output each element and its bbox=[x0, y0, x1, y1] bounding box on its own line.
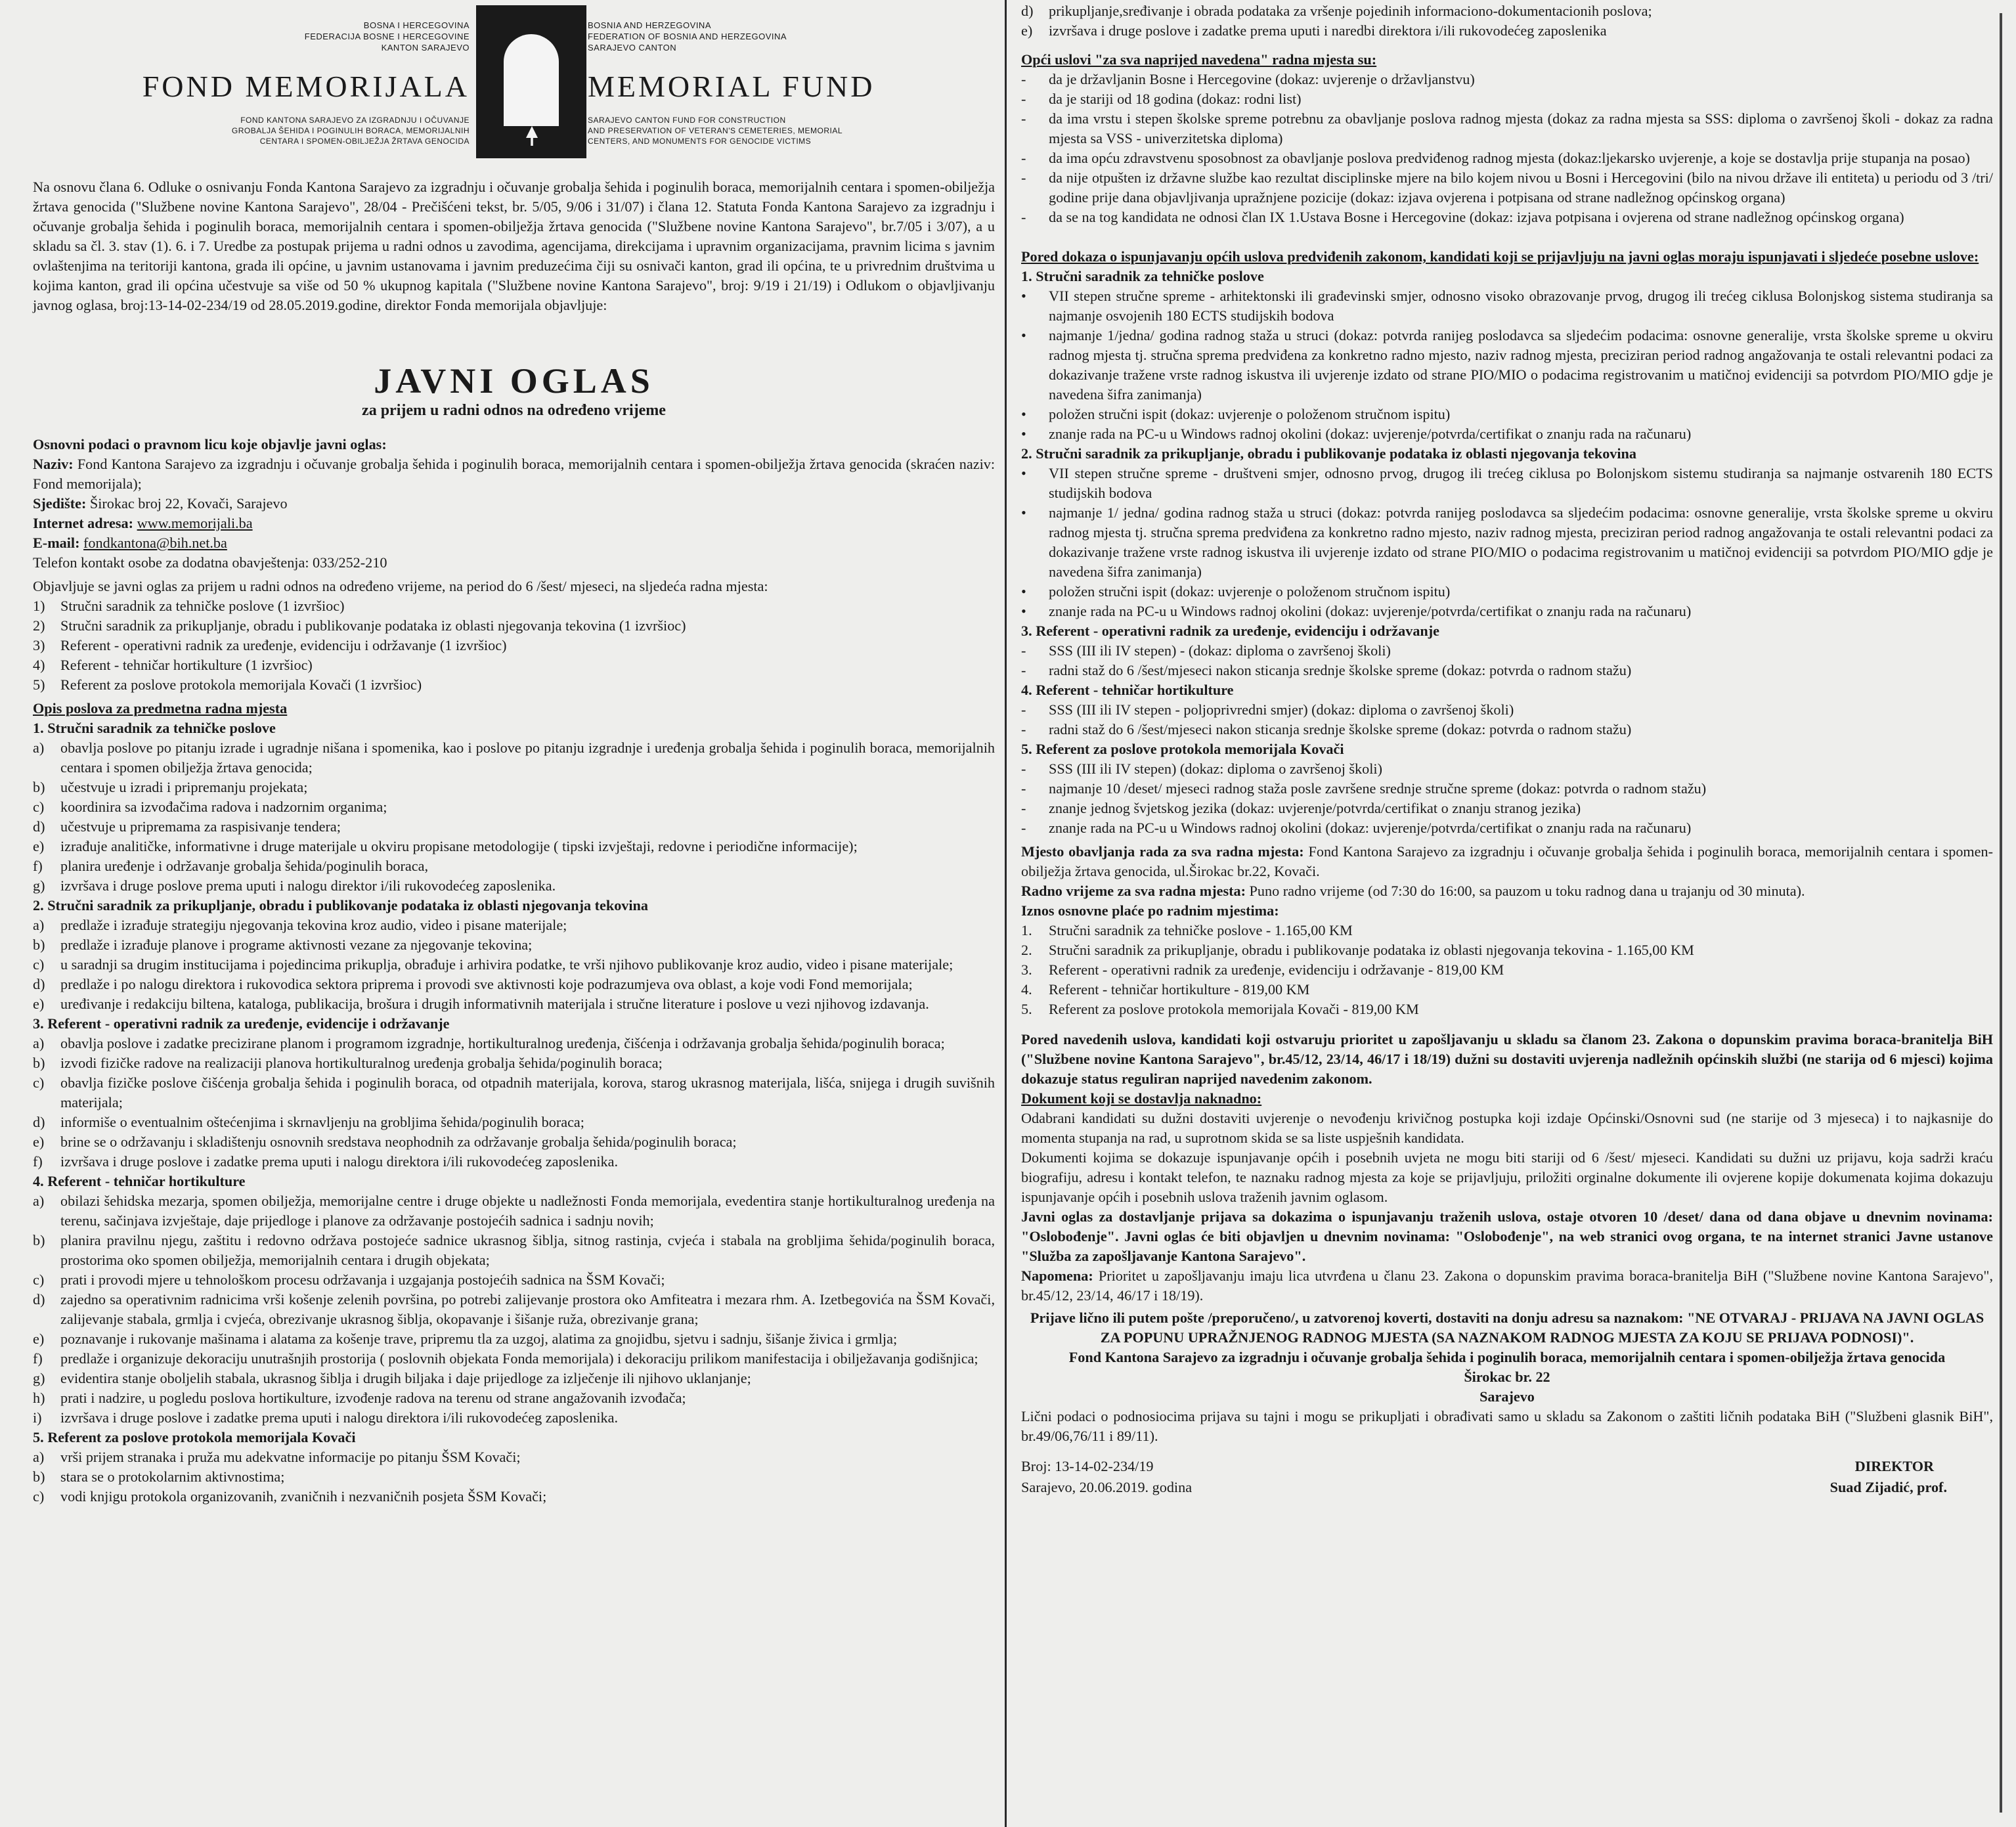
item-text: brine se o održavanju i skladištenju osnovnih sredstava neophodnih za održavanje grobalja šehida/poginulih boraca; bbox=[60, 1134, 737, 1150]
list-item bbox=[33, 797, 995, 817]
letterhead bbox=[33, 0, 995, 171]
list-item bbox=[33, 876, 995, 896]
section-list bbox=[1021, 700, 1993, 739]
heading-text: Opis poslova za predmetna radna mjesta bbox=[33, 700, 288, 716]
list-item bbox=[1021, 21, 1993, 41]
list-item bbox=[33, 1467, 995, 1487]
item-marker: d) bbox=[1021, 3, 1034, 19]
intro-paragraph: Na osnovu člana 6. Odluke o osnivanju Fonda Kantona Sarajevo za izgradnju i očuvanje grobalja šehida i poginulih boraca, memorijalnih centara i spomen-obilježja žrtava genocida ("Službene novine Kantona Sarajevo", 28/04 - Prečišćeni tekst, br. 5/05, 9/06 i 31/07) i člana 12. Statuta Fonda Kantona Sarajevo za izgradnju i očuvanje grobalja šehida i poginulih boraca, memorijalnih centara i spomen-obilježja žrtava genocida ("Službene novine Kantona Sarajevo", br.7/05 i 3/07), a u skladu sa čl. 3. stav (1). 6. i 7. Uredbe za postupak prijema u radni odnos u zavodima, agencijama, direkcijama i upravnim organizacijama, pravnim licima s javnim ovlaštenjima na teritoriji kantona, grada ili općine, u javnim ustanovama i javnim preduzećima čiji su osnivači kanton, grad ili općina, te u privrednim društvima u kojima kanton, grad ili općina učestvuje sa više od 50 % ukupnog kapitala ("Službene novine Kantona Sarajevo", broj: 9/19 i 21/19) i Odlukom o objavljivanju javnog oglasa, broj:13-14-02-234/19 od 28.05.2019.godine, direktor Fonda memorijala objavljuje: bbox=[33, 179, 995, 313]
item-marker: - bbox=[1021, 169, 1026, 186]
list-item bbox=[1021, 109, 1993, 148]
posebni-heading bbox=[1021, 247, 1993, 267]
plata-list bbox=[1021, 921, 1993, 1019]
list-item bbox=[1021, 779, 1993, 799]
letterhead-right-desc bbox=[588, 115, 877, 146]
item-marker: b) bbox=[33, 1055, 45, 1071]
basic-internet bbox=[33, 514, 995, 533]
list-item bbox=[1021, 503, 1993, 582]
line: AND PRESERVATION OF VETERAN'S CEMETERIES, MEMORIAL bbox=[588, 126, 843, 135]
item-marker: - bbox=[1021, 701, 1026, 718]
opci-heading bbox=[1021, 50, 1993, 70]
list-item bbox=[1021, 326, 1993, 405]
item-text: prati i provodi mjere u tehnološkom procesu održavanja i uzgajanja postojećih sadnica na ŠSM Kovači; bbox=[60, 1271, 665, 1288]
list-item bbox=[33, 1290, 995, 1329]
item-marker: • bbox=[1021, 426, 1026, 442]
document-date: Sarajevo, 20.06.2019. godina bbox=[1021, 1479, 1193, 1495]
right-column bbox=[1021, 0, 1993, 1503]
item-marker: d) bbox=[33, 976, 45, 992]
item-text: koordinira sa izvođačima radova i nadzornim organima; bbox=[60, 799, 387, 815]
item-marker: • bbox=[1021, 406, 1026, 422]
section-heading: 3. Referent - operativni radnik za uređenje, evidencije i održavanje bbox=[33, 1015, 450, 1032]
line: FEDERACIJA BOSNE I HERCEGOVINE bbox=[304, 32, 470, 41]
list-item bbox=[33, 1034, 995, 1053]
email-link[interactable]: fondkantona@bih.net.ba bbox=[83, 535, 227, 551]
list-item bbox=[1021, 582, 1993, 602]
opis-sections bbox=[33, 718, 995, 1507]
item-text: predlaže i po nalogu direktora i rukovodica sektora priprema i provodi sve aktivnosti koje podrazumjeva ova oblast, a koje vodi Fond memorijala; bbox=[60, 976, 913, 992]
item-text: znanje rada na PC-u u Windows radnoj okolini (dokaz: uvjerenje/potvrda/certifikat o znanju rada na računaru) bbox=[1049, 820, 1692, 836]
letterhead-left-small bbox=[194, 20, 470, 53]
line: BOSNA I HERCEGOVINA bbox=[363, 20, 470, 30]
basic-phone: Telefon kontakt osobe za dodatna obavještenja: 033/252-210 bbox=[33, 554, 387, 571]
label: E-mail: bbox=[33, 535, 80, 551]
basic-sjediste bbox=[33, 494, 995, 514]
right-body bbox=[1021, 1, 1993, 1503]
list-item bbox=[1021, 89, 1993, 109]
reference-number: Broj: 13-14-02-234/19 bbox=[1021, 1458, 1154, 1474]
memorial-fund-logo bbox=[476, 5, 586, 158]
item-marker: d) bbox=[33, 818, 45, 835]
radno-paragraph bbox=[1021, 881, 1993, 901]
address-line-1: Fond Kantona Sarajevo za izgradnju i očuvanje grobalja šehida i poginulih boraca, memorijalnih centara i spomen-obilježja žrtava genocida bbox=[1068, 1349, 1946, 1365]
item-text: znanje rada na PC-u u Windows radnoj okolini (dokaz: uvjerenje/potvrda/certifikat o znanju rada na računaru) bbox=[1049, 603, 1692, 619]
item-marker: e) bbox=[33, 1134, 45, 1150]
list-item bbox=[33, 738, 995, 778]
list-item bbox=[33, 596, 995, 616]
heading-text: Pored dokaza o ispunjavanju općih uslova predviđenih zakonom, kandidati koji se prijavljuju na javni oglas moraju ispunjavati i sljedeće posebne uslove: bbox=[1021, 248, 1979, 265]
item-marker: c) bbox=[33, 1488, 45, 1505]
list-item bbox=[1021, 208, 1993, 227]
section-heading: 5. Referent za poslove protokola memorijala Kovači bbox=[33, 1429, 356, 1445]
napomena-paragraph bbox=[1021, 1266, 1993, 1306]
item-text: Referent - tehničar hortikulture - 819,00 KM bbox=[1049, 981, 1310, 998]
lily-icon bbox=[526, 126, 538, 146]
item-text: obavlja poslove i zadatke precizirane planom i programom izgradnje, hortikulturalnog uređenja, čišćenja i održavanja grobalja šehida/poginulih boraca; bbox=[60, 1035, 945, 1051]
list-item bbox=[33, 1369, 995, 1388]
item-text: Referent - operativni radnik za uređenje, evidenciju i održavanje (1 izvršioc) bbox=[60, 637, 507, 653]
section-list bbox=[33, 1034, 995, 1172]
section-heading: 2. Stručni saradnik za prikupljanje, obradu i publikovanje podataka iz oblasti njegovanja tekovina bbox=[33, 897, 648, 914]
item-text: učestvuje u pripremama za raspisivanje tendera; bbox=[60, 818, 341, 835]
item-marker: - bbox=[1021, 780, 1026, 797]
list-item bbox=[1021, 405, 1993, 424]
line: CENTARA I SPOMEN-OBILJEŽJA ŽRTAVA GENOCIDA bbox=[259, 137, 470, 146]
otvoren-paragraph: Javni oglas za dostavljanje prijava sa dokazima o ispunjavanju traženih uslova, ostaje otvoren 10 /deset/ dana od dana objave u dnevnim novinama: "Oslobođenje". Javni oglas će biti objavljen u dnevnim novinama: "Oslobođenje", na web stranici ovog organa, te na internet stranici Javne ustanove "Služba za zapošljavanje Kantona Sarajevo". bbox=[1021, 1208, 1993, 1264]
item-marker: • bbox=[1021, 603, 1026, 619]
list-item bbox=[33, 636, 995, 655]
list-item bbox=[33, 655, 995, 675]
list-item bbox=[33, 1152, 995, 1172]
label: Mjesto obavljanja rada za sva radna mjesta: bbox=[1021, 843, 1304, 860]
line: FEDERATION OF BOSNIA AND HERZEGOVINA bbox=[588, 32, 787, 41]
item-text: evidentira stanje oboljelih stabala, ukrasnog šiblja i drugih biljaka i daje prijedloge za izlječenje ili njihovo uklanjanje; bbox=[60, 1370, 751, 1386]
item-text: izvršava i druge poslove i zadatke prema uputi i nalogu direktora i/ili rukovodećeg zaposlenika. bbox=[60, 1153, 619, 1170]
item-marker: b) bbox=[33, 779, 45, 795]
right-border bbox=[2000, 13, 2002, 1813]
item-text: predlaže i izrađuje strategiju njegovanja tekovina kroz audio, video i pisane materijale; bbox=[60, 917, 567, 933]
website-link[interactable]: www.memorijali.ba bbox=[137, 515, 253, 531]
label: Internet adresa: bbox=[33, 515, 134, 531]
section-list bbox=[33, 915, 995, 1014]
list-item bbox=[1021, 940, 1993, 960]
item-marker: - bbox=[1021, 91, 1026, 107]
positions-intro: Objavljuje se javni oglas za prijem u radni odnos na određeno vrijeme, na period do 6 /šest/ mjeseci, na sljedeća radna mjesta: bbox=[33, 578, 768, 594]
list-item bbox=[33, 1408, 995, 1428]
item-text: da je stariji od 18 godina (dokaz: rodni list) bbox=[1049, 91, 1302, 107]
item-text: znanje jednog švjetskog jezika (dokaz: uvjerenje/potvrda/certifikat o znanju stranog jezika) bbox=[1049, 800, 1581, 816]
line: KANTON SARAJEVO bbox=[381, 43, 470, 53]
signatory-title: DIREKTOR bbox=[1854, 1458, 1934, 1474]
item-marker: • bbox=[1021, 327, 1026, 343]
dokument-paragraph-2: Dokumenti kojima se dokazuje ispunjavanje općih i posebnih uvjeta ne mogu biti stariji od 6 /šest/ mjeseci. Kandidati su dužni uz prijavu, koja sadrži kraću biografiju, adresu i kontakt telefon, te naznaku radnog mjesta za koje se prijavljuju, priložiti orginalne dokumente ili ovjerene kopije dokumenata kojima dokazuju ispunjavanje općih i posebnih uslova traženih javnim oglasom. bbox=[1021, 1149, 1993, 1205]
posebni-sections bbox=[1021, 267, 1993, 838]
item-marker: d) bbox=[33, 1291, 45, 1308]
value: Puno radno vrijeme (od 7:30 do 16:00, sa pauzom u toku radnog dana u trajanju od 30 minuta). bbox=[1249, 883, 1805, 899]
item-text: prikupljanje,sređivanje i obrada podataka za vršenje pojedinih informaciono-dokumentacionih poslova; bbox=[1049, 3, 1652, 19]
item-text: Stručni saradnik za tehničke poslove - 1.165,00 KM bbox=[1049, 922, 1353, 938]
list-item bbox=[1021, 464, 1993, 503]
signatory-name: Suad Zijadić, prof. bbox=[1830, 1479, 1947, 1495]
list-item bbox=[33, 837, 995, 856]
item-marker: f) bbox=[33, 858, 43, 874]
item-text: Referent za poslove protokola memorijala Kovači (1 izvršioc) bbox=[60, 676, 422, 693]
item-marker: c) bbox=[33, 1271, 45, 1288]
label: Sjedište: bbox=[33, 495, 87, 512]
item-text: izrađuje analitičke, informativne i druge materijale u okviru propisane metodologije ( tipski izvještaji, redovne i periodične informacije); bbox=[60, 838, 858, 854]
fund-name-en: MEMORIAL FUND bbox=[588, 70, 875, 103]
list-item bbox=[1021, 424, 1993, 444]
item-text: u saradnji sa drugim institucijama i pojedincima prikuplja, obrađuje i arhivira podatke, te vrši njihovo publikovanje kroz audio, video i pisane materijale; bbox=[60, 956, 953, 973]
line: SARAJEVO CANTON FUND FOR CONSTRUCTION bbox=[588, 116, 786, 125]
item-marker: f) bbox=[33, 1153, 43, 1170]
item-text: informiše o eventualnim oštećenjima i skrnavljenju na grobljima šehida/poginulih boraca; bbox=[60, 1114, 584, 1130]
item-marker: 4) bbox=[33, 657, 45, 673]
list-item bbox=[1021, 960, 1993, 980]
line: SARAJEVO CANTON bbox=[588, 43, 677, 53]
item-marker: 5) bbox=[33, 676, 45, 693]
document-subtitle: za prijem u radni odnos na određeno vrijeme bbox=[362, 402, 666, 419]
item-marker: 2) bbox=[33, 617, 45, 634]
item-text: najmanje 10 /deset/ mjeseci radnog staža posle završene srednje stručne spreme (dokaz: potvrda o radnom stažu) bbox=[1049, 780, 1707, 797]
list-item bbox=[1021, 759, 1993, 779]
item-text: da je državljanin Bosne i Hercegovine (dokaz: uvjerenje o državljanstvu) bbox=[1049, 71, 1475, 87]
list-item bbox=[33, 935, 995, 955]
item-text: da nije otpušten iz državne službe kao rezultat disciplinske mjere na bilo kojem nivou u Bosni i Hercegovini (bilo na nivou države ili entiteta) u periodu od 3 /tri/ godine prije dana objavljivanja upražnjene pozicije (dokaz: izjava ovjerena i potpisana od strane nadležnog općinskog organa) bbox=[1049, 169, 1993, 206]
item-text: obavlja poslove po pitanju izrade i ugradnje nišana i spomenika, kao i poslove po pitanju izgradnje i uređenja grobalja šehida i poginulih boraca, memorijalnih centara i spomen obilježja žrtava genocida; bbox=[60, 739, 995, 776]
section-list bbox=[1021, 641, 1993, 680]
item-marker: a) bbox=[33, 1193, 45, 1209]
item-marker: b) bbox=[33, 936, 45, 953]
item-text: VII stepen stručne spreme - društveni smjer, odnosno prvog, drugog ili trećeg ciklusa po Bolonjskom sistemu studiranja sa najmanje ostvarenih 180 ECTS studijskih bodova bbox=[1049, 465, 1993, 501]
item-marker: a) bbox=[33, 1035, 45, 1051]
list-item bbox=[33, 1112, 995, 1132]
prijave-paragraph: Prijave lično ili putem pošte /preporučeno/, u zatvorenoj koverti, dostaviti na donju adresu sa naznakom: "NE OTVARAJ - PRIJAVA NA JAVNI OGLAS ZA POPUNU UPRAŽNJENOG RADNOG MJESTA (SA NAZNAKOM RADNOG MJESTA ZA KOJU SE PRIJAVA PODNOSI)". bbox=[1030, 1310, 1984, 1346]
item-marker: f) bbox=[33, 1350, 43, 1367]
item-text: najmanje 1/jedna/ godina radnog staža u struci (dokaz: potvrda ranijeg poslodavca sa sljedećim podacima: osnovne generalije, vrsta školske spreme u okviru radnog mjesta tj. stručna sprema predviđena za konkretno radno mjesto, naziv radnog mjesta, preciziran period radnog angažovanja te ostali relevantni podaci za dokazivanje tražene vrste radnog iskustva ili uvjerenje izdato od strane PIO/MIO o podacima registrovanim u matičnoj evidenciji sa potvrdom PIO/MIO gdje je navedena šifra zanimanja) bbox=[1049, 327, 1993, 403]
item-marker: • bbox=[1021, 504, 1026, 521]
item-marker: 4. bbox=[1021, 981, 1032, 998]
item-marker: - bbox=[1021, 209, 1026, 225]
item-text: Stručni saradnik za tehničke poslove (1 izvršioc) bbox=[60, 598, 345, 614]
list-item bbox=[33, 994, 995, 1014]
item-marker: 2. bbox=[1021, 942, 1032, 958]
item-text: najmanje 1/ jedna/ godina radnog staža u struci (dokaz: potvrda ranijeg poslodavca sa sljedećim podacima: osnovne generalije, vrsta školske spreme u okviru radnog mjesta tj. stručna sprema predviđena za konkretno radno mjesto, naziv radnog mjesta, preciziran period radnog angažovanja te ostali relevantni podaci za dokazivanje tražene vrste radnog iskustva ili uvjerenje izdato od strane PIO/MIO o podacima registrovanim u matičnoj evidenciji sa potvrdom PIO/MIO gdje je navedena šifra zanimanja) bbox=[1049, 504, 1993, 580]
section-list bbox=[33, 1191, 995, 1428]
list-item bbox=[33, 1270, 995, 1290]
item-marker: c) bbox=[33, 956, 45, 973]
list-item bbox=[33, 1329, 995, 1349]
item-text: obilazi šehidska mezarja, spomen obilježja, memorijalne centre i druge objekte u nadležnosti Fonda memorijala, evedentira stanje hortikulturalnog uređenja na terenu, sačinjava izvještaje, daje prijedloge i planove za održavanje postojećih sadnica i sadnju novih; bbox=[60, 1193, 995, 1229]
opis-heading bbox=[33, 699, 995, 718]
item-text: Referent - tehničar hortikulture (1 izvršioc) bbox=[60, 657, 313, 673]
list-item bbox=[1021, 700, 1993, 720]
section-heading: 1. Stručni saradnik za tehničke poslove bbox=[1021, 268, 1264, 284]
fund-name-bs: FOND MEMORIJALA bbox=[142, 70, 470, 103]
item-text: položen stručni ispit (dokaz: uvjerenje o položenom stručnom ispitu) bbox=[1049, 583, 1451, 600]
section-heading: 4. Referent - tehničar hortikulture bbox=[33, 1173, 246, 1189]
item-text: SSS (III ili IV stepen - poljoprivredni smjer) (dokaz: diploma o završenoj školi) bbox=[1049, 701, 1514, 718]
item-text: Referent za poslove protokola memorijala Kovači - 819,00 KM bbox=[1049, 1001, 1419, 1017]
line: BOSNIA AND HERZEGOVINA bbox=[588, 20, 711, 30]
item-text: predlaže i organizuje dekoraciju unutrašnjih prostorija ( poslovnih objekata Fonda memorijala) i dekoraciju prilikom manifestacija i obilježavanja godišnjica; bbox=[60, 1350, 978, 1367]
item-text: Stručni saradnik za prikupljanje, obradu i publikovanje podataka iz oblasti njegovanja tekovina - 1.165,00 KM bbox=[1049, 942, 1694, 958]
line: GROBALJA ŠEHIDA I POGINULIH BORACA, MEMORIJALNIH bbox=[231, 126, 470, 135]
section-heading: 3. Referent - operativni radnik za uređenje, evidenciju i održavanje bbox=[1021, 623, 1439, 639]
item-text: Referent - operativni radnik za uređenje, evidenciju i održavanje - 819,00 KM bbox=[1049, 961, 1504, 978]
column-divider bbox=[1005, 0, 1007, 1827]
list-item bbox=[1021, 641, 1993, 661]
left-body bbox=[33, 177, 995, 1507]
line: FOND KANTONA SARAJEVO ZA IZGRADNJU I OČUVANJE bbox=[240, 116, 470, 125]
list-item bbox=[1021, 1000, 1993, 1019]
item-text: učestvuje u izradi i pripremanju projekata; bbox=[60, 779, 308, 795]
section-list bbox=[33, 738, 995, 896]
address-line-2: Širokac br. 22 bbox=[1464, 1369, 1550, 1385]
item-text: predlaže i izrađuje planove i programe aktivnosti vezane za njegovanje tekovina; bbox=[60, 936, 533, 953]
list-item bbox=[1021, 148, 1993, 168]
item-text: zajedno sa operativnim radnicima vrši košenje zelenih površina, po potrebi zalijevanje prostora oko Amfiteatra i mezara rhm. A. Izetbegovića na ŠSM Kovači, zalijevanje stabala, grmlja i cvjeća, obrezivanje ukrasnog šiblja, okopavanje i šišanje ruža, obrezivanje grana; bbox=[60, 1291, 995, 1327]
item-text: uređivanje i redakciju biltena, kataloga, publikacija, brošura i drugih informativnih materijala i stručne literature i poslove u vezi njihovog izdavanja. bbox=[60, 996, 929, 1012]
section-list bbox=[33, 1447, 995, 1507]
list-item bbox=[33, 778, 995, 797]
item-text: vodi knjigu protokola organizovanih, zvaničnih i nezvaničnih posjeta ŠSM Kovači; bbox=[60, 1488, 547, 1505]
value: Širokac broj 22, Kovači, Sarajevo bbox=[89, 495, 288, 512]
list-item bbox=[33, 955, 995, 975]
item-marker: 1. bbox=[1021, 922, 1032, 938]
section-list bbox=[1021, 286, 1993, 444]
left-column bbox=[33, 0, 995, 1507]
item-marker: b) bbox=[33, 1468, 45, 1485]
list-item bbox=[1021, 921, 1993, 940]
list-item bbox=[1021, 661, 1993, 680]
label: Radno vrijeme za sva radna mjesta: bbox=[1021, 883, 1246, 899]
item-text: SSS (III ili IV stepen) (dokaz: diploma o završenoj školi) bbox=[1049, 760, 1382, 777]
item-marker: • bbox=[1021, 288, 1026, 304]
list-item bbox=[1021, 1, 1993, 21]
list-item bbox=[1021, 70, 1993, 89]
item-marker: 5. bbox=[1021, 1001, 1032, 1017]
item-text: izvršava i druge poslove prema uputi i nalogu direktor i/ili rukovodećeg zaposlenika. bbox=[60, 877, 556, 894]
item-text: izvodi fizičke radove na realizaciji planova hortikulturalnog uređenja grobalja šehida/poginulih boraca; bbox=[60, 1055, 663, 1071]
item-text: obavlja fizičke poslove čišćenja grobalja šehida i poginulih boraca, od otpadnih materijala, korova, starog ukrasnog materijala, lišća, snijega i drugih suvišnih materijala; bbox=[60, 1074, 995, 1111]
item-marker: d) bbox=[33, 1114, 45, 1130]
document-title: JAVNI OGLAS bbox=[374, 361, 654, 401]
item-text: Stručni saradnik za prikupljanje, obradu i publikovanje podataka iz oblasti njegovanja tekovina (1 izvršioc) bbox=[60, 617, 686, 634]
label: Naziv: bbox=[33, 456, 74, 472]
list-item bbox=[33, 1053, 995, 1073]
item-marker: e) bbox=[33, 996, 45, 1012]
list-item bbox=[33, 1447, 995, 1467]
value: Fond Kantona Sarajevo za izgradnju i očuvanje grobalja šehida i poginulih boraca, memorijalnih centara i spomen-obilježja žrtava genocida, ul.Širokac br.22, Kovači. bbox=[1021, 843, 1994, 879]
list-item bbox=[33, 1349, 995, 1369]
item-marker: - bbox=[1021, 642, 1026, 659]
list-item bbox=[33, 817, 995, 837]
list-item bbox=[33, 856, 995, 876]
item-text: VII stepen stručne spreme - arhitektonski ili građevinski smjer, odnosno visoko obrazovanje prvog, drugog ili trećeg ciklusa Bolonjskog sistema studiranja sa najmanje osvojenih 180 ECTS studijskih bodova bbox=[1049, 288, 1993, 324]
item-marker: a) bbox=[33, 739, 45, 756]
basic-naziv bbox=[33, 454, 995, 494]
section-list bbox=[1021, 759, 1993, 838]
opci-list bbox=[1021, 70, 1993, 227]
list-item bbox=[33, 1388, 995, 1408]
item-marker: c) bbox=[33, 1074, 45, 1091]
mjesto-paragraph bbox=[1021, 842, 1993, 881]
item-marker: - bbox=[1021, 760, 1026, 777]
item-marker: - bbox=[1021, 150, 1026, 166]
list-item bbox=[33, 675, 995, 695]
value: Prioritet u zapošljavanju imaju lica utvrđena u članu 23. Zakona o dopunskim pravima boraca-branitelja BiH ("Službene novine Kantona Sarajevo", br.45/12, 23/14, 46/17 i 18/19). bbox=[1021, 1267, 1993, 1304]
item-text: položen stručni ispit (dokaz: uvjerenje o položenom stručnom ispitu) bbox=[1049, 406, 1451, 422]
item-marker: • bbox=[1021, 583, 1026, 600]
arch-shape bbox=[504, 34, 559, 126]
item-marker: • bbox=[1021, 465, 1026, 481]
list-item bbox=[33, 915, 995, 935]
list-item bbox=[33, 1132, 995, 1152]
dokument-heading bbox=[1021, 1089, 1993, 1109]
item-marker: a) bbox=[33, 917, 45, 933]
item-marker: - bbox=[1021, 800, 1026, 816]
item-marker: g) bbox=[33, 877, 45, 894]
letterhead-left-desc bbox=[194, 115, 470, 146]
item-text: stara se o protokolarnim aktivnostima; bbox=[60, 1468, 285, 1485]
plata-heading: Iznos osnovne plaće po radnim mjestima: bbox=[1021, 902, 1279, 919]
value: Fond Kantona Sarajevo za izgradnju i očuvanje grobalja šehida i poginulih boraca, memorijalnih centara i spomen-obilježja žrtava genocida (skraćen naziv: Fond memorijala); bbox=[33, 456, 996, 492]
section-heading: 1. Stručni saradnik za tehničke poslove bbox=[33, 720, 276, 736]
item-marker: - bbox=[1021, 110, 1026, 127]
basic-email bbox=[33, 533, 995, 553]
section-heading: 2. Stručni saradnik za prikupljanje, obradu i publikovanje podataka iz oblasti njegovanja tekovina bbox=[1021, 445, 1636, 462]
item-text: poznavanje i rukovanje mašinama i alatama za košenje trave, pripremu tla za uzgoj, alatima za gnojidbu, sjetvu i sadnju, šišanje živica i grmlja; bbox=[60, 1331, 898, 1347]
item-marker: - bbox=[1021, 662, 1026, 678]
list-item bbox=[33, 616, 995, 636]
item-text: da ima opću zdravstvenu sposobnost za obavljanje poslova predviđenog radnog mjesta (dokaz:ljekarsko uvjerenje, a koje se dostavlja prije stupanja na posao) bbox=[1049, 150, 1970, 166]
item-marker: e) bbox=[1021, 22, 1033, 39]
letterhead-right-small bbox=[588, 20, 864, 53]
dokument-paragraph-1: Odabrani kandidati su dužni dostaviti uvjerenje o nevođenju krivičnog postupka koji izdaje Općinski/Osnovni sud (ne starije od 3 mjeseca) i to najkasnije do momenta stupanja na rad, u suprotnom skida se sa liste uspješnih kandidata. bbox=[1021, 1110, 1993, 1146]
item-text: izvršava i druge poslove i zadatke prema uputi i naredbi direktora i/ili rukovodećeg zaposlenika bbox=[1049, 22, 1607, 39]
item-text: da se na tog kandidata ne odnosi član IX 1.Ustava Bosne i Hercegovine (dokaz: izjava potpisana i ovjerena od strane nadležnog općinskog organa) bbox=[1049, 209, 1904, 225]
section-heading: 5. Referent za poslove protokola memorijala Kovači bbox=[1021, 741, 1344, 757]
item-text: SSS (III ili IV stepen) - (dokaz: diploma o završenoj školi) bbox=[1049, 642, 1391, 659]
item-marker: h) bbox=[33, 1390, 45, 1406]
item-marker: c) bbox=[33, 799, 45, 815]
list-item bbox=[1021, 980, 1993, 1000]
item-marker: - bbox=[1021, 721, 1026, 737]
address-line-3: Sarajevo bbox=[1479, 1388, 1535, 1405]
item-text: planira pravilnu njegu, zaštitu i redovno održava postojeće sadnice ukrasnog šiblja, sitnog rastinja, cvjeća i stabala na grobljima šehida/poginulih boraca, prostorima oko spomen obilježja, memorijalnih centara i drugih objekata; bbox=[60, 1232, 995, 1268]
line: CENTERS, AND MONUMENTS FOR GENOCIDE VICTIMS bbox=[588, 137, 812, 146]
basic-heading: Osnovni podaci o pravnom licu koje objavlje javni oglas: bbox=[33, 436, 387, 452]
item-marker: b) bbox=[33, 1232, 45, 1248]
item-marker: - bbox=[1021, 71, 1026, 87]
list-item bbox=[1021, 168, 1993, 208]
item-marker: a) bbox=[33, 1449, 45, 1465]
item-text: prati i nadzire, u pogledu poslova hortikulture, izvođenje radova na terenu od strane angažovanih izvođača; bbox=[60, 1390, 686, 1406]
item-text: izvršava i druge poslove i zadatke prema uputi i nalogu direktora i/ili rukovodećeg zaposlenika. bbox=[60, 1409, 619, 1426]
item-marker: g) bbox=[33, 1370, 45, 1386]
list-item bbox=[33, 1191, 995, 1231]
item-marker: 1) bbox=[33, 598, 45, 614]
item-text: planira uređenje i održavanje grobalja šehida/poginulih boraca, bbox=[60, 858, 429, 874]
heading-text: Dokument koji se dostavlja naknadno: bbox=[1021, 1090, 1262, 1107]
continued-list bbox=[1021, 1, 1993, 41]
positions-list bbox=[33, 596, 995, 695]
item-marker: e) bbox=[33, 1331, 45, 1347]
list-item bbox=[33, 1231, 995, 1270]
licni-paragraph: Lični podaci o podnosiocima prijava su tajni i mogu se prikupljati i obrađivati samo u skladu sa Zakonom o zaštiti ličnih podataka BiH ("Službeni glasnik BiH", br.49/06,76/11 i 89/11). bbox=[1021, 1408, 1993, 1444]
item-text: da ima vrstu i stepen školske spreme potrebnu za obavljanje poslova radnog mjesta (dokaz za radna mjesta sa SSS: diploma o završenoj školi - dokaz za radna mjesta sa VSS - univerzitetska diploma) bbox=[1049, 110, 1993, 146]
list-item bbox=[33, 1073, 995, 1112]
item-marker: e) bbox=[33, 838, 45, 854]
list-item bbox=[1021, 602, 1993, 621]
list-item bbox=[1021, 286, 1993, 326]
section-list bbox=[1021, 464, 1993, 621]
list-item bbox=[33, 975, 995, 994]
heading-text: Opći uslovi "za sva naprijed navedena" radna mjesta su: bbox=[1021, 51, 1377, 68]
list-item bbox=[1021, 799, 1993, 818]
list-item bbox=[33, 1487, 995, 1507]
section-heading: 4. Referent - tehničar hortikulture bbox=[1021, 682, 1234, 698]
item-marker: - bbox=[1021, 820, 1026, 836]
item-text: radni staž do 6 /šest/mjeseci nakon sticanja srednje školske spreme (dokaz: potvrda o radnom stažu) bbox=[1049, 721, 1632, 737]
list-item bbox=[1021, 720, 1993, 739]
item-marker: 3) bbox=[33, 637, 45, 653]
item-marker: i) bbox=[33, 1409, 42, 1426]
label: Napomena: bbox=[1021, 1267, 1093, 1284]
item-text: radni staž do 6 /šest/mjeseci nakon sticanja srednje školske spreme (dokaz: potvrda o radnom stažu) bbox=[1049, 662, 1632, 678]
item-text: vrši prijem stranaka i pruža mu adekvatne informacije po pitanju ŠSM Kovači; bbox=[60, 1449, 521, 1465]
item-text: znanje rada na PC-u u Windows radnoj okolini (dokaz: uvjerenje/potvrda/certifikat o znanju rada na računaru) bbox=[1049, 426, 1692, 442]
signature-block bbox=[1021, 1457, 1993, 1503]
list-item bbox=[1021, 818, 1993, 838]
prioritet-paragraph: Pored navedenih uslova, kandidati koji ostvaruju prioritet u zapošljavanju u skladu sa članom 23. Zakona o dopunskim pravima boraca-branitelja BiH ("Službene novine Kantona Sarajevo", br.45/12, 23/14, 46/17 i 18/19) dužni su dostaviti uvjerenja nadležnih općinskih službi (ne starija od 6 mjesci) kojima dokazuje status reguliran naprijed navedenim zakonom. bbox=[1021, 1031, 1993, 1087]
item-marker: 3. bbox=[1021, 961, 1032, 978]
